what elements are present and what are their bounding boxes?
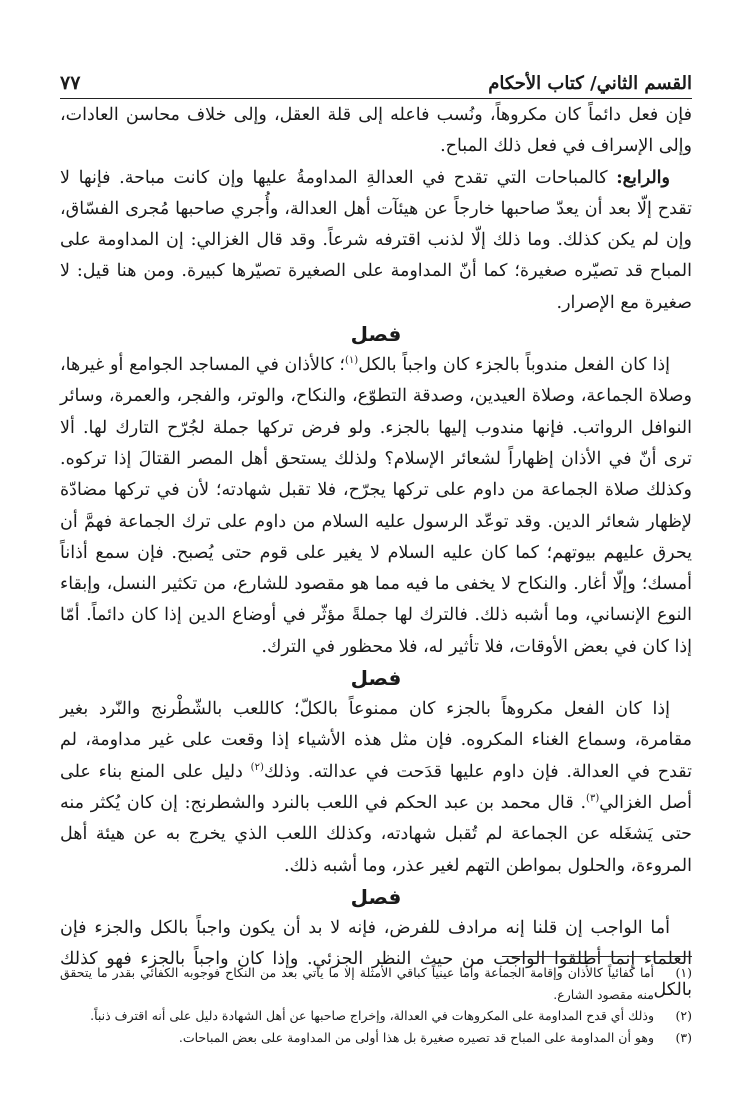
footnote-number: (٣) (675, 1029, 692, 1045)
paragraph (60, 694, 692, 882)
footnote (60, 962, 692, 1005)
paragraph-text: كالمباحات التي تقدح في العدالةِ المداومةُ عليها وإن كانت مباحة. فإنها لا تقدح إلّا بعد أن يعدّ صاحبها خارجاً عن هيئآت أهل العدالة، وأُجري صاحبها مُجرى الفسّاق، وإن لم يكن كذلك. وما ذلك إلّا لذنب اقترفه شرعاً. وقد قال الغزالي: إن المداومة على المباح قد تصيّره صغيرة؛ كما أنّ المداومة على الصغيرة تصيّرها كبيرة. ومن هنا قيل: لا صغيرة مع الإصرار. (60, 167, 692, 313)
paragraph-text: إذا كان الفعل مندوباً بالجزء كان واجباً بالكل (358, 355, 670, 376)
page-number: ٧٧ (60, 72, 81, 94)
section-heading: فصل (350, 322, 402, 347)
footnote-ref[interactable]: (٢) (250, 761, 264, 773)
footnote (60, 1005, 692, 1027)
footnote-text: أما كفائياً كالأذان وإقامة الجماعة وأما عينياً كباقي الأمثلة إلا ما يأتي بعد من النكاح فوجوبه الكفائي بقدر ما يتحقق منه مقصود الشارع. (60, 965, 654, 1002)
paragraph-text: . قال محمد بن عبد الحكم في اللعب بالنرد والشطرنج: إن كان يُكثر منه حتى يَشغَله عن الجماعة لم تُقبل شهادته، وكذلك اللعب الذي يخرج به عن هيئة أهل المروءة، والحلول بمواطن التهم لغير عذر، وما أشبه ذلك. (60, 792, 692, 876)
footnote-ref[interactable]: (١) (345, 355, 359, 367)
footnote-ref[interactable]: (٣) (586, 793, 600, 805)
paragraph-text: ؛ كالأذان في المساجد الجوامع أو غيرها، وصلاة الجماعة، وصلاة العيدين، وصدقة التطوّع، والنكاح، والوتر، والفجر، والعمرة، وسائر النوافل الرواتب. فإنها مندوب إليها بالجزء. ولو فرض تركها جملة لجُرّح التارك لها. ألا ترى أنّ في الأذان إظهاراً لشعائر الإسلام؟ ولذلك يستحق أهل المصر القتالَ إذا تركوه. وكذلك صلاة الجماعة من داوم على تركها يجرّح، فلا تقبل شهادته؛ لأن في تركها مضادّة لإظهار شعائر الدين. وقد توعّد الرسول عليه السلام من داوم على ترك الجماعة فهمَّ أن يحرق عليهم بيوتهم؛ كما كان عليه السلام لا يغير على قوم حتى يُصبح. فإن سمع أذاناً أمسك؛ وإلّا أغار. والنكاح لا يخفى ما فيه مما هو مقصود للشارع، من تكثير النسل، وإبقاء النوع الإنساني، وما أشبه ذلك. فالترك لها جملةً مؤثّر في أوضاع الدين إذا كان دائماً. أمّا إذا كان في بعض الأوقات، فلا تأثير له، فلا محظور في الترك. (60, 355, 692, 657)
section-heading: فصل (350, 666, 402, 691)
paragraph-lead: والرابع: (616, 167, 670, 188)
running-head: القسم الثاني/ كتاب الأحكام (488, 73, 692, 94)
footnote-text: وذلك أي قدح المداومة على المكروهات في العدالة، وإخراج صاحبها عن أهل الشهادة دليل على أنه اقترف ذنباً. (90, 1008, 654, 1023)
footnote-divider (502, 956, 692, 957)
paragraph (60, 350, 692, 663)
paragraph: أما الواجب إن قلنا إنه مرادف للفرض، فإنه لا بد أن يكون واجباً بالكل والجزء فإن العلماء إنما أطلقوا الواجب من حيث النظر الجزئي. وإذا كان واجباً بالجزء فهو كذلك بالكل (60, 917, 692, 1001)
footnote (60, 1027, 692, 1049)
main-text (60, 100, 692, 1007)
paragraph (60, 163, 692, 319)
footnote-number: (٢) (675, 1008, 692, 1023)
footnote-number: (١) (675, 965, 692, 980)
page-header (60, 60, 692, 99)
paragraph-text: دليل على المنع بناء على أصل الغزالي (60, 761, 692, 813)
paragraph: فإن فعل دائماً كان مكروهاً، ونُسب فاعله إلى قلة العقل، وإلى خلاف محاسن العادات، وإلى الإسراف في فعل ذلك المباح. (60, 105, 692, 157)
paragraph-text: إذا كان الفعل مكروهاً بالجزء كان ممنوعاً بالكلّ؛ كاللعب بالشّطْرنج والنّرد بغير مقامرة، وسماع الغناء المكروه. فإن مثل هذه الأشياء إذا وقعت على غير مداومة، لم تقدح في العدالة. فإن داوم عليها قدَحت في عدالته. وذلك (60, 699, 693, 782)
footnotes (60, 962, 692, 1048)
footnote-text: وهو أن المداومة على المباح قد تصيره صغيرة بل هذا أولى من المداومة على بعض المباحات. (178, 1029, 654, 1045)
section-heading: فصل (350, 884, 402, 909)
